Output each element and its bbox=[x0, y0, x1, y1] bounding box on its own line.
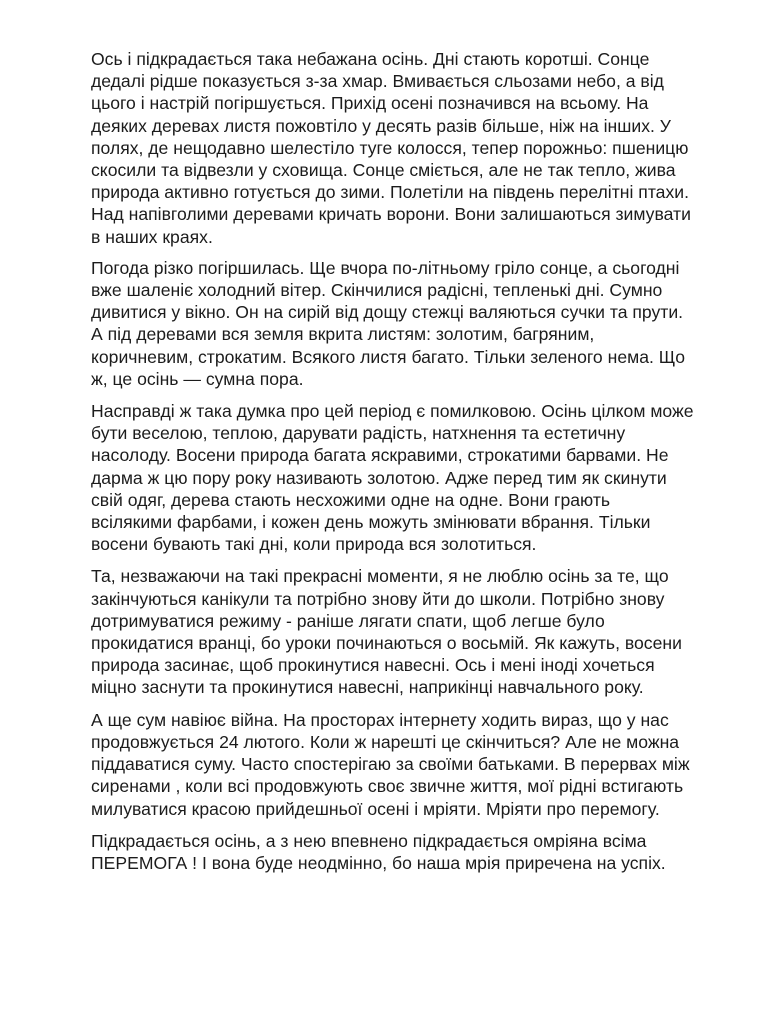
essay-page bbox=[91, 48, 731, 884]
paragraph-5: А ще сум навіює війна. На просторах інтернету ходить вираз, що у нас продовжується 24 лютого. Коли ж нарешті це скінчиться? Але не можна піддаватися суму. Часто спостерігаю за своїми батьками. В перервах між сиренами , коли всі продовжують своє звичне життя, мої рідні встигають милуватися красою прийдешньої осені і мріяти. Мріяти про перемогу. bbox=[91, 709, 690, 819]
paragraph-3: Насправді ж така думка про цей період є помилковою. Осінь цілком може бути веселою, теплою, дарувати радість, натхнення та естетичну насолоду. Восени природа багата яскравими, строкатими барвами. Не дарма ж цю пору року називають золотою. Адже перед тим як скинути свій одяг, дерева стають несхожими одне на одне. Вони грають всілякими фарбами, і кожен день можуть змінювати вбрання. Тільки восени бувають такі дні, коли природа вся золотиться. bbox=[91, 401, 694, 555]
paragraph-1: Ось і підкрадається така небажана осінь. Дні стають коротші. Сонце дедалі рідше показується з-за хмар. Вмивається сльозами небо, а від цього і настрій погіршується. Прихід осені позначився на всьому. На деяких деревах листя пожовтіло у десять разів більше, ніж на інших. У полях, де нещодавно шелестіло туге колосся, тепер порожньо: пшеницю скосили та відвезли у сховища. Сонце сміється, але не так тепло, жива природа активно готується до зими. Полетіли на південь перелітні птахи. Над напівголими деревами кричать ворони. Вони залишаються зимувати в наших краях. bbox=[91, 49, 691, 247]
paragraph-2: Погода різко погіршилась. Ще вчора по-літньому гріло сонце, а сьогодні вже шаленіє холодний вітер. Скінчилися радісні, тепленькі дні. Сумно дивитися у вікно. Он на сирій від дощу стежці валяються сучки та прути. А під деревами вся земля вкрита листям: золотим, багряним, коричневим, строкатим. Всякого листя багато. Тільки зеленого нема. Що ж, це осінь — сумна пора. bbox=[91, 257, 686, 389]
paragraph-4: Та, незважаючи на такі прекрасні моменти, я не люблю осінь за те, що закінчуються канікули та потрібно знову йти до школи. Потрібно знову дотримуватися режиму - раніше лягати спати, щоб легше було прокидатися вранці, бо уроки починаються о восьмій. Як кажуть, восени природа засинає, щоб прокинутися навесні. Ось і мені іноді хочеться міцно заснути та прокинутися навесні, наприкінці навчального року. bbox=[91, 566, 682, 698]
paragraph-6: Підкрадається осінь, а з нею впевнено підкрадається омріяна всіма ПЕРЕМОГА ! І вона буде неодмінно, бо наша мрія приречена на успіх. bbox=[91, 830, 666, 873]
